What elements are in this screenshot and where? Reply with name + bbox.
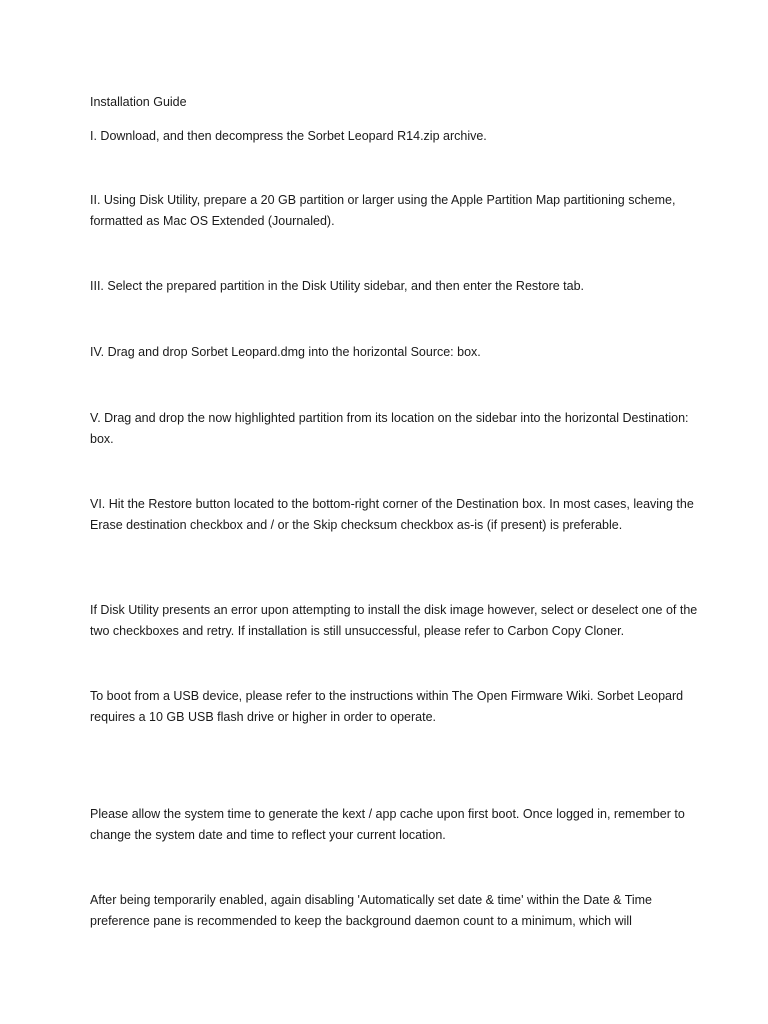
paragraph-step-3: III. Select the prepared partition in the Disk Utility sidebar, and then enter the Restore tab.	[90, 279, 585, 293]
paragraph-step-4: IV. Drag and drop Sorbet Leopard.dmg into the horizontal Source: box.	[90, 345, 481, 359]
paragraph-step-1: I. Download, and then decompress the Sorbet Leopard R14.zip archive.	[90, 129, 487, 143]
paragraph-step-2: II. Using Disk Utility, prepare a 20 GB partition or larger using the Apple Partition Map partitioning scheme, formatted as Mac OS Extended (Journaled).	[90, 193, 679, 228]
document-title: Installation Guide	[90, 95, 187, 109]
paragraph-date-time: After being temporarily enabled, again disabling 'Automatically set date & time' within the Date & Time preference pane is recommended to keep the background daemon count to a minimum, which will	[90, 893, 656, 928]
paragraph-step-5: V. Drag and drop the now highlighted partition from its location on the sidebar into the horizontal Destination: box.	[90, 411, 693, 446]
paragraph-disk-utility-error: If Disk Utility presents an error upon attempting to install the disk image however, select or deselect one of the two checkboxes and retry. If installation is still unsuccessful, please refer to Carbon Copy Cloner.	[90, 603, 701, 638]
paragraph-first-boot: Please allow the system time to generate the kext / app cache upon first boot. Once logged in, remember to change the system date and time to reflect your current location.	[90, 807, 689, 842]
paragraph-usb-boot: To boot from a USB device, please refer to the instructions within The Open Firmware Wiki. Sorbet Leopard requires a 10 GB USB flash drive or higher in order to operate.	[90, 689, 687, 724]
paragraph-step-6: VI. Hit the Restore button located to the bottom-right corner of the Destination box. In most cases, leaving the Erase destination checkbox and / or the Skip checksum checkbox as-is (if present) is preferable.	[90, 497, 698, 532]
